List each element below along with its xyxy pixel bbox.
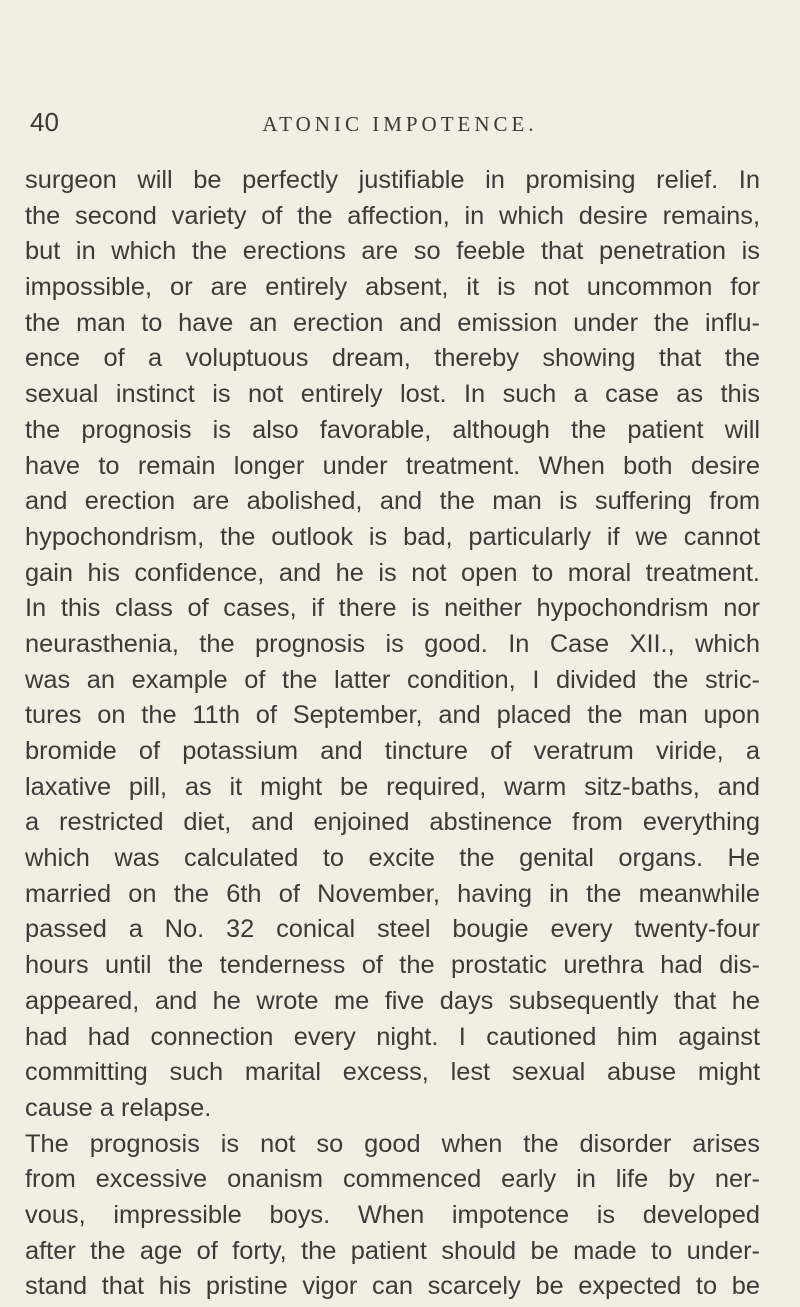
- text-line: after the age of forty, the patient should be made to under-: [25, 1236, 760, 1265]
- text-line: have to remain longer under treatment. When both desire: [25, 451, 760, 480]
- text-line: committing such marital excess, lest sexual abuse might: [25, 1058, 760, 1087]
- text-line: ence of a voluptuous dream, thereby showing that the: [25, 344, 760, 373]
- text-line: neurasthenia, the prognosis is good. In Case XII., which: [25, 629, 760, 658]
- text-line: In this class of cases, if there is neither hypochondrism nor: [25, 594, 760, 623]
- text-line: passed a No. 32 conical steel bougie every twenty-four: [25, 915, 760, 944]
- page-header: [30, 107, 770, 147]
- text-line: and erection are abolished, and the man is suffering from: [25, 487, 760, 516]
- text-line: surgeon will be perfectly justifiable in promising relief. In: [25, 166, 760, 194]
- text-line: cause a relapse.: [25, 1093, 212, 1122]
- text-line: but in which the erections are so feeble that penetration is: [25, 237, 760, 266]
- text-line: vous, impressible boys. When impotence is developed: [25, 1200, 760, 1229]
- text-line: a restricted diet, and enjoined abstinence from everything: [25, 808, 760, 837]
- text-line: the prognosis is also favorable, although the patient will: [25, 415, 760, 444]
- text-line: appeared, and he wrote me five days subsequently that he: [25, 986, 760, 1015]
- text-line: stand that his pristine vigor can scarcely be expected to be: [25, 1272, 760, 1301]
- page-number: 40: [30, 107, 59, 137]
- running-head: ATONIC IMPOTENCE.: [262, 112, 538, 136]
- text-line: gain his confidence, and he is not open to moral treatment.: [25, 558, 760, 587]
- text-line: was an example of the latter condition, I divided the stric-: [25, 665, 760, 694]
- text-line: which was calculated to excite the genital organs. He: [25, 844, 760, 873]
- text-line: married on the 6th of November, having in the meanwhile: [25, 879, 760, 908]
- text-line: The prognosis is not so good when the disorder arises: [25, 1129, 760, 1158]
- text-line: tures on the 11th of September, and placed the man upon: [25, 701, 760, 730]
- text-line: from excessive onanism commenced early in life by ner-: [25, 1165, 760, 1194]
- text-line: had had connection every night. I cautioned him against: [25, 1022, 760, 1051]
- text-line: bromide of potassium and tincture of veratrum viride, a: [25, 737, 760, 765]
- text-line: hours until the tenderness of the prostatic urethra had dis-: [25, 951, 760, 980]
- text-line: hypochondrism, the outlook is bad, particularly if we cannot: [25, 522, 760, 551]
- text-line: sexual instinct is not entirely lost. In such a case as this: [25, 380, 760, 409]
- text-line: laxative pill, as it might be required, warm sitz-baths, and: [25, 772, 760, 801]
- text-line: the man to have an erection and emission under the influ-: [25, 308, 760, 337]
- body-text: [25, 163, 760, 1305]
- text-line: the second variety of the affection, in which desire remains,: [25, 201, 760, 230]
- text-line: impossible, or are entirely absent, it is not uncommon for: [25, 273, 760, 302]
